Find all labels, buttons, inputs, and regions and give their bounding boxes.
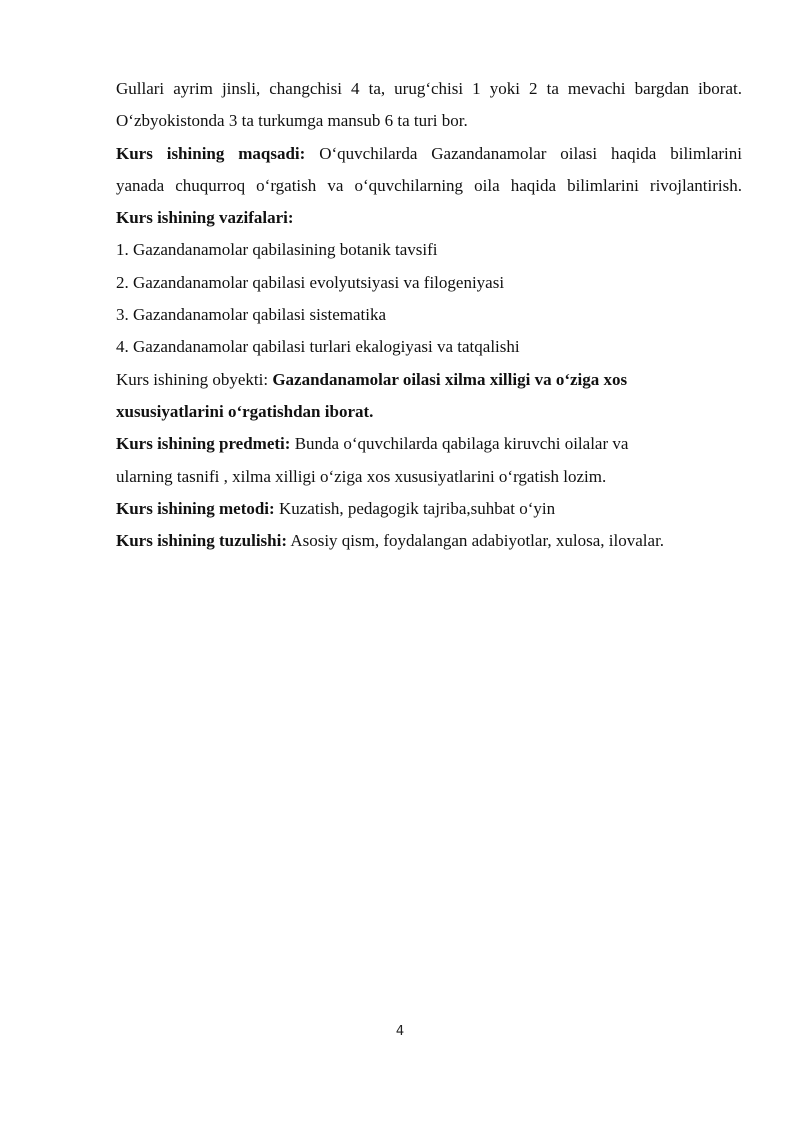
method-line <box>116 493 742 525</box>
document-body <box>116 73 742 557</box>
subject-label: Kurs ishining predmeti: <box>116 434 291 454</box>
method-label: Kurs ishining metodi: <box>116 498 275 518</box>
page-number: 4 <box>395 1024 405 1039</box>
tasks-heading: Kurs ishining vazifalari: <box>116 208 294 228</box>
structure-label: Kurs ishining tuzulishi: <box>116 531 288 551</box>
structure-line <box>116 525 742 557</box>
object-text-1: Gazandanamolar oilasi xilma xilligi va o‘ziga xos <box>272 369 628 389</box>
method-text: Kuzatish, pedagogik tajriba,suhbat o‘yin <box>274 498 556 518</box>
object-label: Kurs ishining obyekti: <box>116 369 273 389</box>
subject-line-2: ularning tasnifi , xilma xilligi o‘ziga xos xususiyatlarini o‘rgatish lozim. <box>116 466 607 486</box>
object-line-1 <box>116 364 742 396</box>
subject-text-1: Bunda o‘quvchilarda qabilaga kiruvchi oilalar va <box>290 434 629 454</box>
task-item-4: 4. Gazandanamolar qabilasi turlari ekalogiyasi va tatqalishi <box>116 337 520 357</box>
task-item-2: 2. Gazandanamolar qabilasi evolyutsiyasi va filogeniyasi <box>116 272 505 292</box>
goal-text-1: O‘quvchilarda Gazandanamolar oilasi haqida bilimlarini <box>305 143 742 163</box>
structure-text: Asosiy qism, foydalangan adabiyotlar, xulosa, ilovalar. <box>287 531 665 551</box>
goal-label: Kurs ishining maqsadi: <box>116 143 306 163</box>
intro-line-2: O‘zbyokistonda 3 ta turkumga mansub 6 ta turi bor. <box>116 111 468 131</box>
goal-line-2: yanada chuqurroq o‘rgatish va o‘quvchilarning oila haqida bilimlarini rivojlantirish. <box>116 175 742 195</box>
goal-line-1 <box>116 138 742 170</box>
task-item-1: 1. Gazandanamolar qabilasining botanik tavsifi <box>116 240 438 260</box>
task-item-3: 3. Gazandanamolar qabilasi sistematika <box>116 305 387 325</box>
intro-line-1: Gullari ayrim jinsli, changchisi 4 ta, urug‘chisi 1 yoki 2 ta mevachi bargdan iborat. <box>116 79 742 98</box>
object-line-2: xususiyatlarini o‘rgatishdan iborat. <box>116 401 374 421</box>
subject-line-1 <box>116 428 742 460</box>
